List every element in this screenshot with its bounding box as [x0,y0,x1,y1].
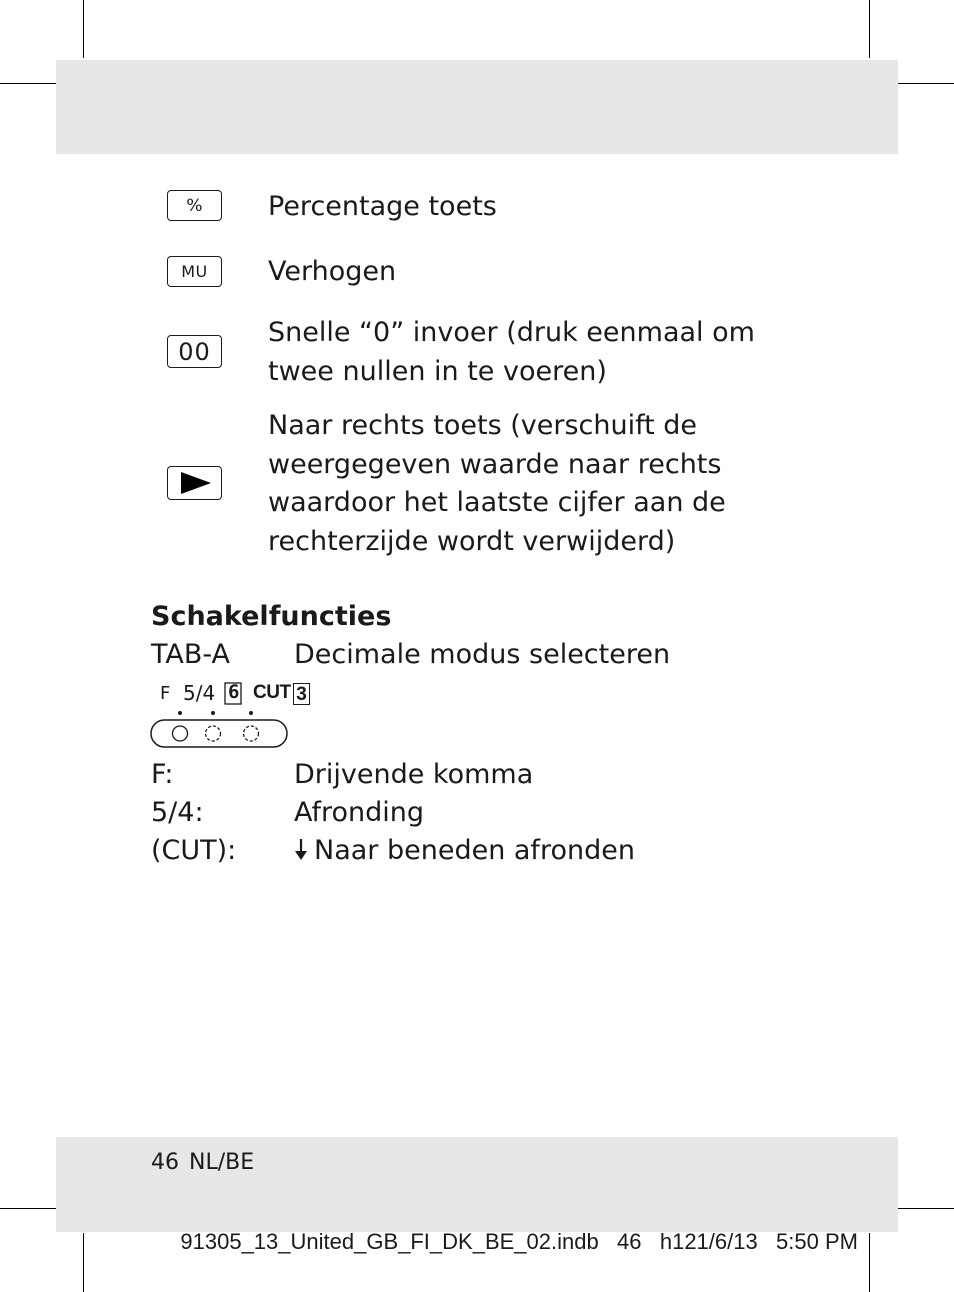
down-arrow-icon [294,837,308,861]
switch-label-f: F [160,683,171,704]
mode-label: (CUT): [151,835,237,866]
switch-label-6: 6 [228,681,240,703]
switch-label-cut: CUT [253,682,291,703]
mu-key-symbol: MU [181,262,208,281]
section-title: Schakelfuncties [151,601,392,632]
right-shift-key-description: Naar rechts toets (verschuift de weergegeven waarde naar rechts waardoor het laatste cijfer aan de rechterzijde wordt verwijderd) [268,410,726,557]
percent-key-symbol: % [186,195,203,216]
right-triangle-icon [177,471,213,495]
right-shift-key-icon [167,466,222,500]
mode-value: Afronding [294,797,425,828]
page-footer [151,1150,264,1175]
crop-mark [898,1208,954,1209]
mode-label: 5/4: [151,797,204,828]
header-band [56,60,898,154]
tab-value: Decimale modus selecteren [294,639,671,670]
double-zero-key-description: Snelle “0” invoer (druk eenmaal om twee nullen in te voeren) [268,317,755,387]
percent-key-description: Percentage toets [268,191,497,222]
page-number: 46 [151,1150,179,1175]
print-slug: 91305_13_United_GB_FI_DK_BE_02.indb 46 h121/6/13 5:50 PM [180,1229,858,1254]
switch-label-54: 5/4 [183,681,216,705]
mode-value: Drijvende komma [294,759,534,790]
mu-key-description: Verhogen [268,256,397,287]
mode-value-wrap [294,832,635,870]
crop-mark [898,83,954,84]
mode-label: F: [151,759,174,790]
percent-key-icon [167,190,222,221]
language-code: NL/BE [189,1150,255,1175]
tab-label: TAB-A [151,639,231,670]
switch-label-3: 3 [296,684,307,705]
crop-mark [869,0,870,58]
double-zero-key-symbol: 00 [178,337,211,366]
switch-label-3-box [293,683,310,705]
rounding-switch-icon [150,680,290,750]
mu-key-icon [167,256,222,287]
crop-mark [0,83,56,84]
double-zero-key-icon [167,335,222,368]
mode-value: Naar beneden afronden [314,835,635,866]
crop-mark [869,1233,870,1292]
crop-mark [83,1233,84,1292]
crop-mark [0,1208,56,1209]
crop-mark [83,0,84,58]
